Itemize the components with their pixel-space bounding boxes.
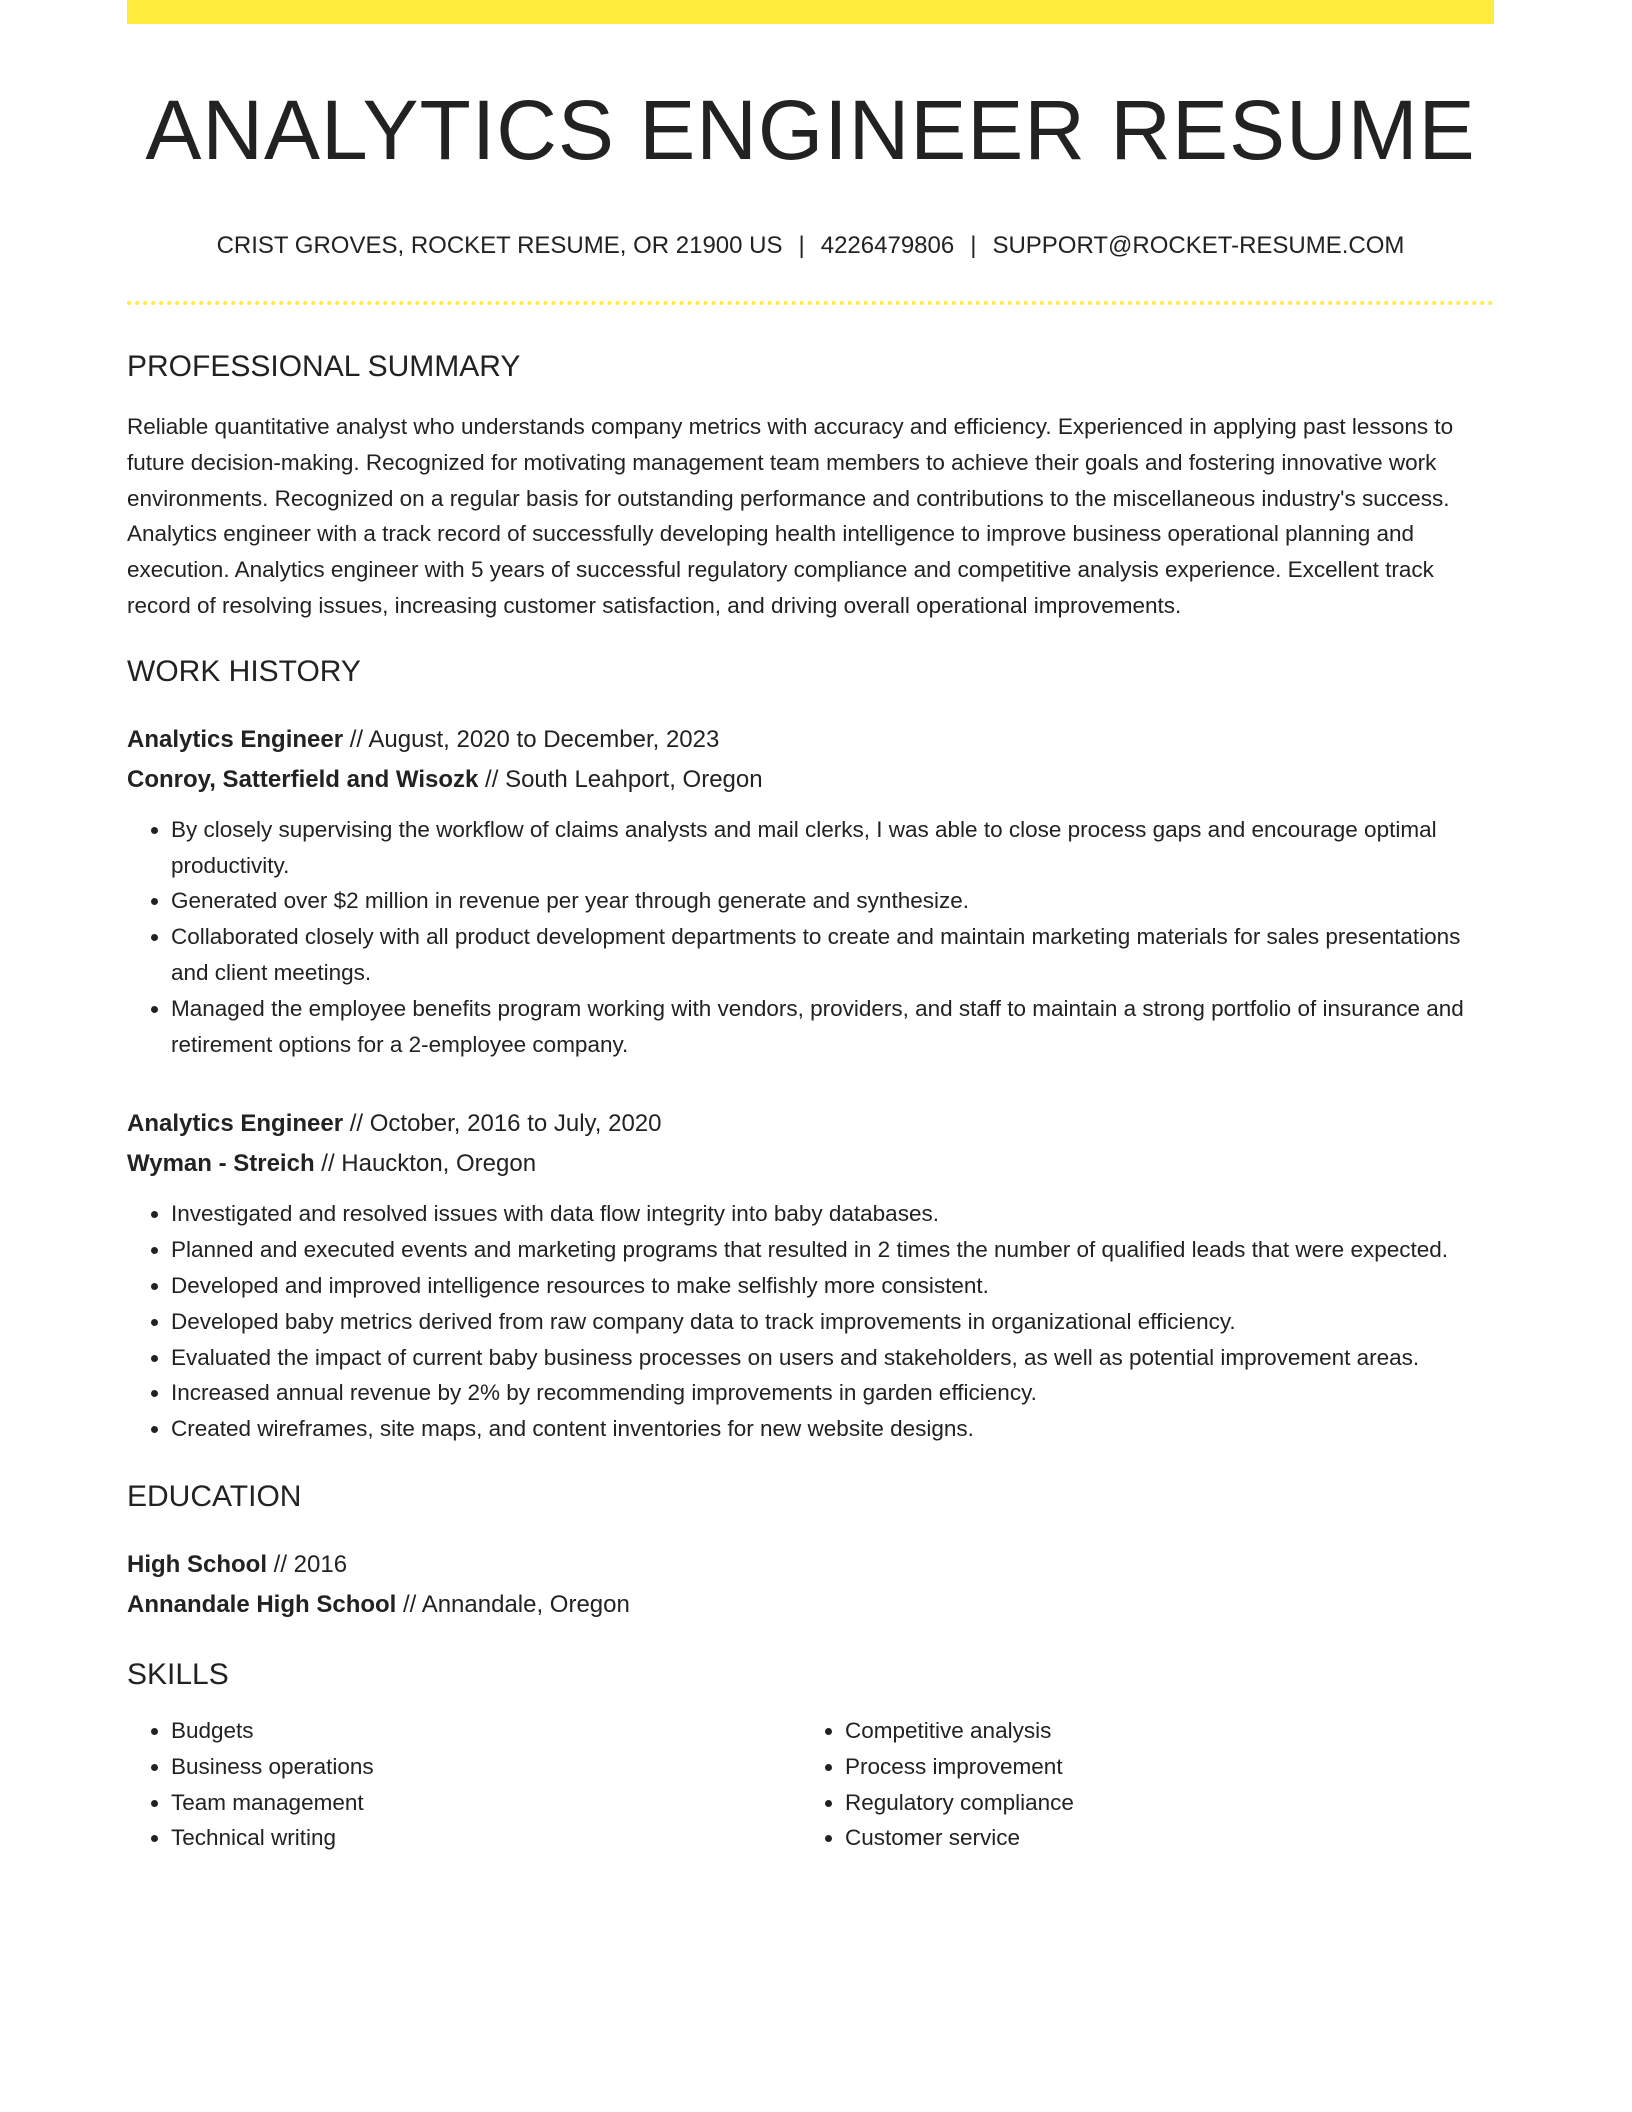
skill-item: • Competitive analysis bbox=[845, 1713, 1475, 1749]
summary-heading: PROFESSIONAL SUMMARY bbox=[127, 349, 521, 383]
job-bullet: • By closely supervising the workflow of claims analysts and mail clerks, I was able to close process gaps and encourage optimal productivity. bbox=[171, 812, 1494, 884]
contact-phone: 4226479806 bbox=[820, 232, 955, 260]
skill-item: • Technical writing bbox=[171, 1820, 801, 1856]
job-bullet: • Evaluated the impact of current baby business processes on users and stakeholders, as well as potential improvement areas. bbox=[171, 1340, 1494, 1376]
job-dates: // August, 2020 to December, 2023 bbox=[343, 725, 720, 753]
skills-column-right bbox=[801, 1713, 1475, 1856]
job-title-line bbox=[127, 1104, 1494, 1144]
job-bullet: • Developed and improved intelligence resources to make selfishly more consistent. bbox=[171, 1268, 1494, 1304]
contact-separator: | bbox=[798, 232, 805, 260]
job-bullet: • Generated over $2 million in revenue per year through generate and synthesize. bbox=[171, 883, 1494, 919]
skills-heading: SKILLS bbox=[127, 1657, 229, 1691]
skill-item: • Business operations bbox=[171, 1749, 801, 1785]
education-school: Annandale High School bbox=[127, 1590, 397, 1618]
summary-text: Reliable quantitative analyst who understands company metrics with accuracy and efficiency. Experienced in applying past lessons to future decision-making. Recognized for motivating management team members to achieve their goals and fostering innovative work environments. Recognized on a regular basis for outstanding performance and contributions to the miscellaneous industry's success. Analytics engineer with a track record of successfully developing health intelligence to improve business operational planning and execution. Analytics engineer with 5 years of successful regulatory compliance and competitive analysis experience. Excellent track record of resolving issues, increasing customer satisfaction, and driving overall operational improvements. bbox=[127, 413, 1454, 618]
contact-address: CRIST GROVES, ROCKET RESUME, OR 21900 US bbox=[216, 232, 783, 260]
job-bullets bbox=[127, 812, 1494, 1063]
job-company: Wyman - Streich bbox=[127, 1150, 315, 1178]
job-company-line bbox=[127, 1144, 1494, 1184]
job-company-line bbox=[127, 760, 1494, 800]
education-entry bbox=[127, 1545, 1494, 1625]
job-location: // South Leahport, Oregon bbox=[478, 765, 763, 793]
job-bullet: • Planned and executed events and marketing programs that resulted in 2 times the number of qualified leads that were expected. bbox=[171, 1232, 1494, 1268]
job-title: Analytics Engineer bbox=[127, 1110, 344, 1138]
skill-item: • Budgets bbox=[171, 1713, 801, 1749]
education-location: // Annandale, Oregon bbox=[396, 1590, 630, 1618]
skill-item: • Customer service bbox=[845, 1820, 1475, 1856]
skill-item: • Team management bbox=[171, 1785, 801, 1821]
education-degree: High School bbox=[127, 1550, 267, 1578]
job-title: Analytics Engineer bbox=[127, 725, 344, 753]
job-bullets bbox=[127, 1196, 1494, 1447]
dotted-divider bbox=[127, 301, 1494, 305]
skills-list bbox=[127, 1713, 1494, 1856]
job-dates: // October, 2016 to July, 2020 bbox=[343, 1110, 662, 1138]
job-company: Conroy, Satterfield and Wisozk bbox=[127, 765, 479, 793]
page-title: ANALYTICS ENGINEER RESUME bbox=[145, 83, 1476, 177]
job-bullet: • Investigated and resolved issues with data flow integrity into baby databases. bbox=[171, 1196, 1494, 1232]
contact-separator: | bbox=[970, 232, 977, 260]
resume-page bbox=[127, 0, 1494, 1856]
job-bullet: • Collaborated closely with all product development departments to create and maintain marketing materials for sales presentations and client meetings. bbox=[171, 919, 1494, 991]
job-title-line bbox=[127, 720, 1494, 760]
education-degree-line bbox=[127, 1545, 1494, 1585]
job-bullet: • Increased annual revenue by 2% by recommending improvements in garden efficiency. bbox=[171, 1375, 1494, 1411]
job-entry bbox=[127, 720, 1494, 1063]
job-bullet: • Created wireframes, site maps, and content inventories for new website designs. bbox=[171, 1411, 1494, 1447]
job-bullet: • Developed baby metrics derived from raw company data to track improvements in organizational efficiency. bbox=[171, 1304, 1494, 1340]
education-year: // 2016 bbox=[267, 1550, 348, 1578]
contact-line bbox=[127, 232, 1494, 261]
skills-column-left bbox=[127, 1713, 801, 1856]
accent-bar bbox=[127, 0, 1494, 24]
contact-email: SUPPORT@ROCKET-RESUME.COM bbox=[992, 232, 1405, 260]
job-entry bbox=[127, 1104, 1494, 1447]
job-location: // Hauckton, Oregon bbox=[314, 1150, 537, 1178]
skill-item: • Process improvement bbox=[845, 1749, 1475, 1785]
work-history-heading: WORK HISTORY bbox=[127, 654, 361, 688]
education-school-line bbox=[127, 1585, 1494, 1625]
education-heading: EDUCATION bbox=[127, 1479, 302, 1513]
job-bullet: • Managed the employee benefits program working with vendors, providers, and staff to maintain a strong portfolio of insurance and retirement options for a 2-employee company. bbox=[171, 991, 1494, 1063]
skill-item: • Regulatory compliance bbox=[845, 1785, 1475, 1821]
